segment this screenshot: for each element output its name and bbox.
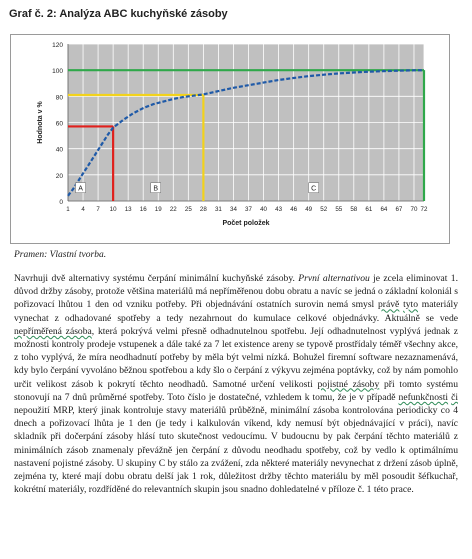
body-paragraph <box>14 272 458 496</box>
y-tick-label: 60 <box>55 120 63 128</box>
x-tick-label: 7 <box>96 206 100 213</box>
text-run: či <box>451 391 458 403</box>
figure-source: Pramen: Vlastní tvorba. <box>14 250 107 260</box>
x-tick-label: 72 <box>420 206 428 213</box>
x-tick-label: 61 <box>365 206 373 213</box>
y-axis-title: Hodnota v % <box>37 101 44 144</box>
text-run: pojistné zásoby <box>317 378 380 390</box>
x-tick-label: 28 <box>199 206 207 213</box>
x-tick-label: 37 <box>245 206 252 213</box>
text-run: právě <box>378 299 400 311</box>
x-tick-label: 22 <box>169 206 177 213</box>
x-tick-label: 40 <box>260 206 267 213</box>
body-text <box>14 272 458 496</box>
text-run: je zcela eliminovat 1. důvod držby zásoby, protože většina materiálů má nepříměřenou dobu obratu a navíc se jedná o základní koloniál s pořizovací lhůtou 1 den od vzniku potřeby. Při objednávání ostatních surovin nemá smysl <box>14 273 458 311</box>
x-tick-label: 25 <box>184 206 192 213</box>
x-tick-label: 4 <box>81 206 85 213</box>
x-tick-label: 52 <box>320 206 328 213</box>
text-run: , která pokrývá velmi přesně odhadnutelnou spotřebu. Její odhadnutelnost vyplývá jednak z možnosti kontroly prodeje vstupenek a dále také za 7 let existence areny se typově prostřídaly téměř všechny akce, z toho vyplývá, že míra neodhadnutí potřeby by měla být velmi nízká. Bohužel firemní software nezaznamenává, kdy bylo čerpání vyvoláno běžnou spotřebou a kdy šlo o čerpání z výkyvu zejména poptávky, což by nám pomohlo určit velikost zásob k pokrytí těchto neodhadů. Samotné určení velikosti <box>14 325 458 390</box>
x-tick-label: 16 <box>139 206 147 213</box>
y-tick-label: 40 <box>55 146 63 154</box>
text-run: nefunkčnosti <box>398 391 449 403</box>
x-tick-label: 19 <box>154 206 162 213</box>
x-tick-label: 43 <box>275 206 283 213</box>
x-tick-label: 55 <box>335 206 343 213</box>
text-run: Navrhuji dvě alternativy systému čerpání minimální kuchyňské zásoby. <box>14 273 299 284</box>
text-run: První alternativou <box>298 273 370 284</box>
y-tick-label: 80 <box>55 94 63 102</box>
x-tick-label: 67 <box>395 206 403 213</box>
region-label: B <box>153 185 159 193</box>
y-tick-label: 120 <box>52 42 63 49</box>
x-tick-label: 34 <box>230 206 237 213</box>
x-tick-label: 31 <box>214 206 222 213</box>
text-run: materiály vynechat z odhadované spotřeby a tedy nezahrnout do kumulace celkové objednávky. Aktuálně se vede <box>14 299 459 324</box>
y-tick-label: 100 <box>52 68 63 76</box>
x-tick-label: 64 <box>380 206 388 213</box>
y-tick-label: 20 <box>55 172 63 180</box>
region-label: A <box>78 185 83 193</box>
x-tick-label: 49 <box>305 206 313 213</box>
x-tick-label: 58 <box>350 206 358 213</box>
text-run: při tomto systému stonovují na 7 dnů průměrné spotřeby. Toto číslo je dostatečné, vzhledem k tomu, že je v případě <box>14 378 458 403</box>
region-label: C <box>311 185 317 193</box>
x-tick-label: 13 <box>124 206 132 213</box>
x-tick-label: 1 <box>66 206 70 213</box>
abc-analysis-chart <box>10 34 450 244</box>
x-tick-label: 70 <box>410 206 418 213</box>
x-tick-label: 10 <box>109 206 117 213</box>
x-axis-title: Počet položek <box>222 220 270 227</box>
text-run: nepoužití MRP, který jinak kontroluje stavy materiálů průběžně, minimální zásoba kontrolována periodicky co 4 dnech a pořizovací lhůta je 1 den (je tedy i kalkulován víkend, kdy nemusí být objednávající v práci), navíc skladník při dočerpání zásoby hlásí tuto skutečnost vedoucímu. V budoucnu by pak čerpání těchto materiálů z minimálních zásob znamenaly převážně jen čerpání z důvodu neodhadu spotřeby, což by vedlo k optimálnímu nastavení pojistné zásoby. U skupiny C by stálo za zvážení, zda některé materiály nevynechat z držení zásob úplně, zejména ty, které mají dobu obratu delší jak 1 rok, důležitost držby těchto materiálu by měl posoudit šéfkuchař, kokrétní materiály, rozdříděné do relevantních skupin jsou snadno dohledatelné v příloze č. 1 této prace. <box>14 405 458 496</box>
text-run: nepříměřená zásoba <box>14 325 92 337</box>
y-tick-label: 0 <box>59 199 63 206</box>
x-tick-label: 46 <box>290 206 298 213</box>
figure-title: Graf č. 2: Analýza ABC kuchyňské zásoby <box>9 8 228 20</box>
text-run: tyto <box>403 299 419 311</box>
